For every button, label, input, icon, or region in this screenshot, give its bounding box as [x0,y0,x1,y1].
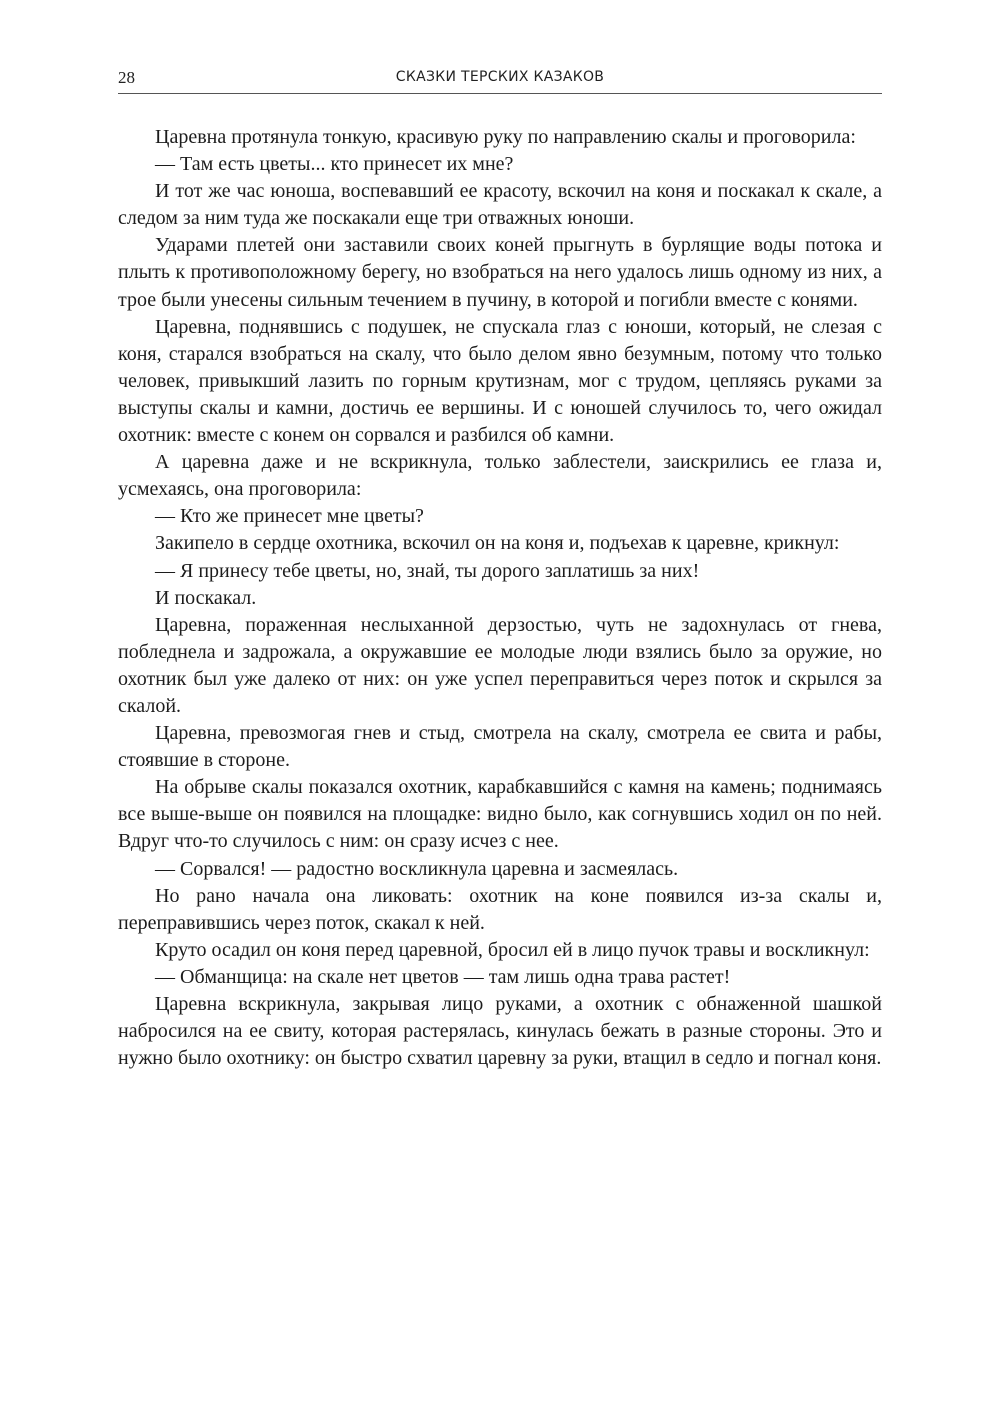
paragraph: Круто осадил он коня перед царевной, бросил ей в лицо пучок травы и воскликнул: [155,938,870,961]
paragraph: Закипело в сердце охотника, вскочил он на коня и, подъехав к царевне, крикнул: [155,532,840,555]
paragraph: И тот же час юноша, воспевавший ее красоту, вскочил на коня и поскакал к скале, а следом за ним туда же поскакали еще три отважных юноши. [118,180,882,230]
paragraph: — Я принесу тебе цветы, но, знай, ты дорого заплатишь за них! [155,559,700,582]
paragraph: На обрыве скалы показался охотник, карабкавшийся с камня на камень; поднимаясь все выше-выше он появился на площадке: видно было, как согнувшись ходил он по ней. Вдруг что-то случилось с ним: он сразу исчез с нее. [118,776,882,853]
paragraph: Царевна, поднявшись с подушек, не спускала глаз с юноши, который, не слезая с коня, старался взобраться на скалу, что было делом явно безумным, потому что только человек, привыкший лазить по горным крутизнам, мог с трудом, цепляясь руками за выступы скалы и камни, достичь ее вершины. И с юношей случилось то, чего ожидал охотник: вместе с конем он сорвался и разбился об камни. [118,315,882,447]
paragraph: Но рано начала она ликовать: охотник на коне появился из-за скалы и, переправившись через поток, скакал к ней. [118,884,882,934]
paragraph: Ударами плетей они заставили своих коней прыгнуть в бурлящие воды потока и плыть к противоположному берегу, но взобраться на него удалось лишь одному из них, а трое были унесены сильным течением в пучину, в которой и погибли вместе с конями. [118,234,882,311]
paragraph: — Кто же принесет мне цветы? [155,505,424,528]
paragraph: Царевна протянула тонкую, красивую руку по направлению скалы и проговорила: [155,126,856,148]
page-header [118,68,882,92]
paragraph: И поскакал. [155,586,257,609]
paragraph: — Сорвался! — радостно воскликнула царевна и засмеялась. [155,857,679,880]
paragraph: Царевна, превозмогая гнев и стыд, смотрела на скалу, смотрела ее свита и рабы, стоявшие в стороне. [118,722,882,772]
running-title: СКАЗКИ ТЕРСКИХ КАЗАКОВ [395,69,605,85]
paragraph: А царевна даже и не вскрикнула, только заблестели, заискрились ее глаза и, усмехаясь, она проговорила: [118,451,882,501]
paragraph: — Обманщица: на скале нет цветов — там лишь одна трава растет! [155,965,731,988]
page-number: 28 [118,68,135,87]
paragraph: Царевна вскрикнула, закрывая лицо руками, а охотник с обнаженной шашкой набросился на ее свиту, которая растерялась, кинулась бежать в разные стороны. Это и нужно было охотнику: он быстро схватил царевну за руки, втащил в седло и погнал коня. [118,993,882,1070]
paragraph: Царевна, пораженная неслыханной дерзостью, чуть не задохнулась от гнева, побледнела и задрожала, а окружавшие ее молодые люди взялись было за оружие, но охотник был уже далеко от них: он уже успел переправиться через поток и скрылся за скалой. [118,613,882,717]
paragraph: — Там есть цветы... кто принесет их мне? [155,153,514,176]
header-rule [118,93,882,94]
body-text [118,124,882,1072]
